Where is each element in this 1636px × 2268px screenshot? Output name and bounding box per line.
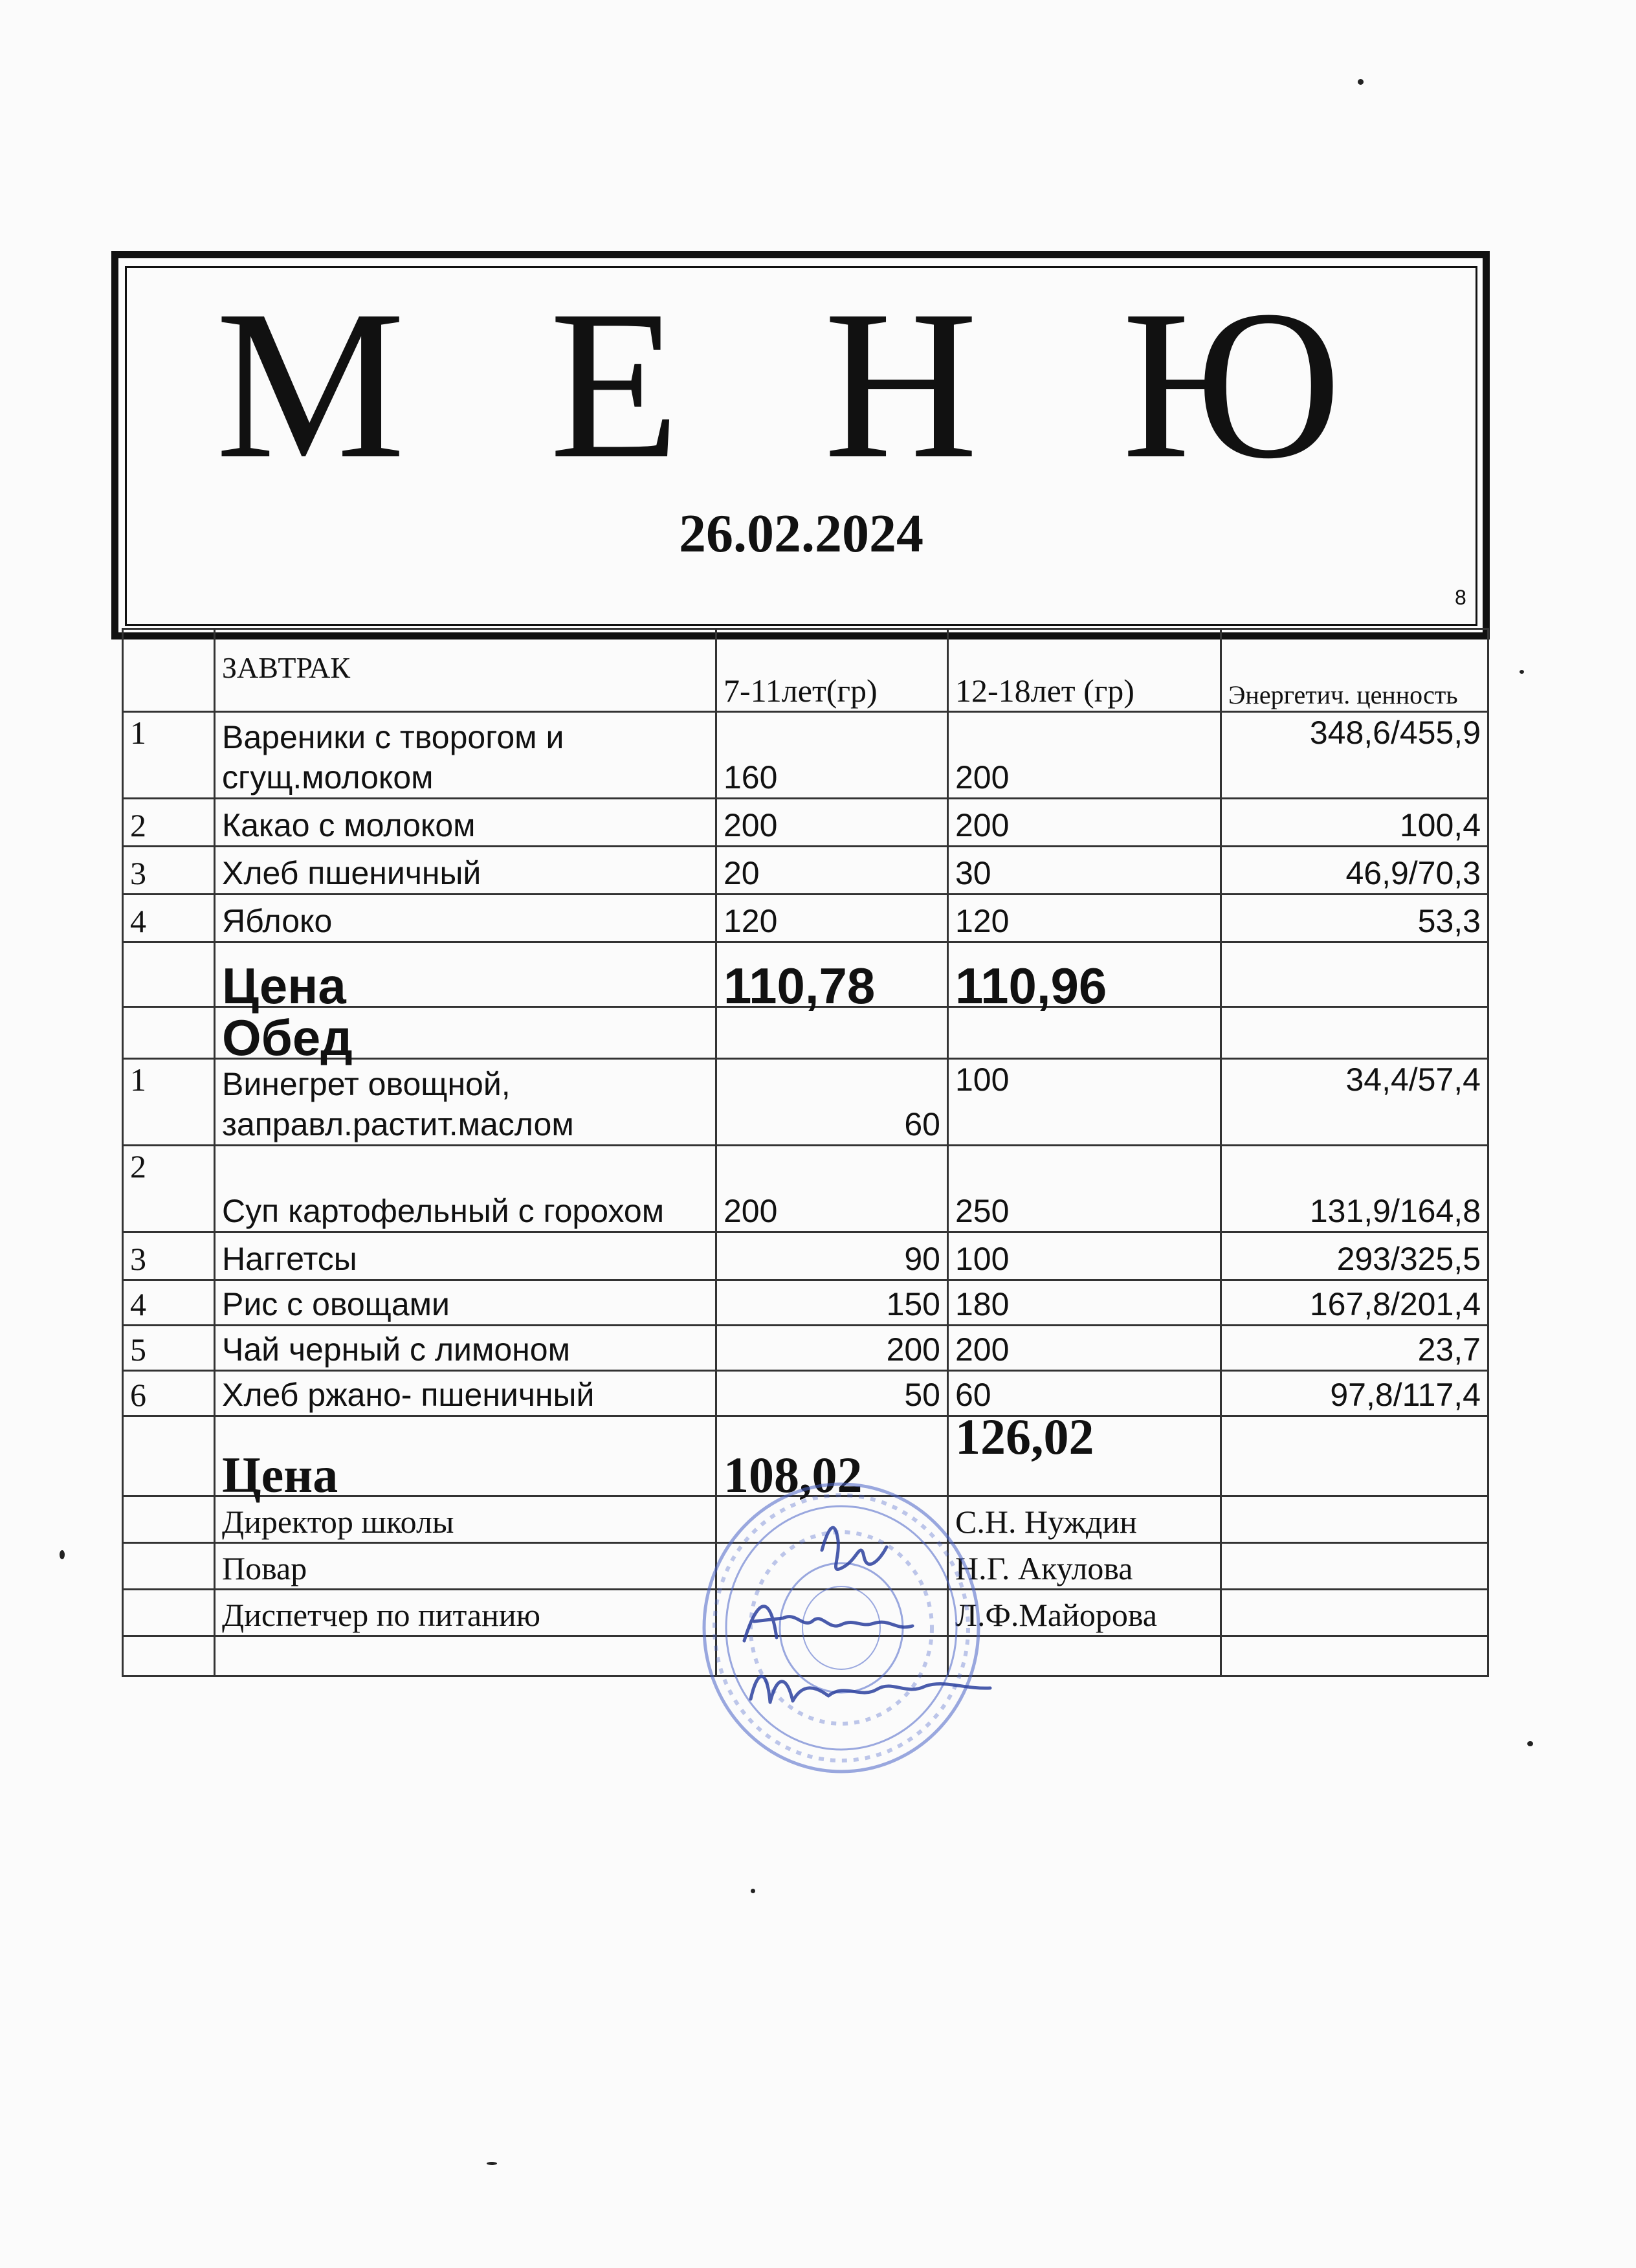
energy-value: 23,7 (1221, 1326, 1488, 1371)
energy-value: 167,8/201,4 (1221, 1280, 1488, 1326)
page-number: 8 (1455, 586, 1466, 609)
signature-role: Повар (215, 1543, 716, 1590)
portion-7-11: 20 (716, 847, 948, 895)
header-no-cell (123, 629, 215, 712)
row-number: 1 (123, 1059, 215, 1146)
empty-cell (123, 1496, 215, 1543)
energy-value: 100,4 (1221, 799, 1488, 847)
empty-cell (1221, 1416, 1488, 1496)
portion-12-18: 200 (948, 712, 1221, 799)
empty-cell (123, 1007, 215, 1059)
handwritten-signatures (731, 1515, 1003, 1722)
lunch-price-12-18: 126,02 (948, 1416, 1221, 1496)
row-number: 3 (123, 847, 215, 895)
breakfast-price-row (123, 942, 1488, 1007)
dish-name: Чай черный с лимоном (215, 1326, 716, 1371)
column-energy: Энергетич. ценность (1221, 629, 1488, 712)
empty-cell (1221, 1543, 1488, 1590)
signature-role: Директор школы (215, 1496, 716, 1543)
row-number: 2 (123, 799, 215, 847)
column-age-12-18: 12-18лет (гр) (948, 629, 1221, 712)
table-row (123, 1326, 1488, 1371)
empty-cell (123, 1543, 215, 1590)
row-number: 2 (123, 1146, 215, 1232)
portion-7-11: 120 (716, 895, 948, 942)
portion-7-11: 150 (716, 1280, 948, 1326)
portion-7-11: 60 (716, 1059, 948, 1146)
dish-name: Наггетсы (215, 1232, 716, 1280)
dish-name: Винегрет овощной, заправл.растит.маслом (215, 1059, 716, 1146)
scan-speck (487, 2162, 497, 2165)
empty-cell (1221, 1590, 1488, 1636)
page-title: М Е Н Ю (216, 267, 1387, 503)
empty-cell (1221, 942, 1488, 1007)
menu-date: 26.02.2024 (679, 504, 923, 564)
portion-12-18: 250 (948, 1146, 1221, 1232)
scan-speck (751, 1889, 755, 1893)
energy-value: 348,6/455,9 (1221, 712, 1488, 799)
empty-cell (1221, 1496, 1488, 1543)
energy-value: 34,4/57,4 (1221, 1059, 1488, 1146)
energy-value: 131,9/164,8 (1221, 1146, 1488, 1232)
table-row (123, 847, 1488, 895)
row-number: 3 (123, 1232, 215, 1280)
lunch-heading: Обед (215, 1007, 716, 1059)
table-row (123, 1059, 1488, 1146)
lunch-heading-row (123, 1007, 1488, 1059)
dish-name: Хлеб пшеничный (215, 847, 716, 895)
scan-speck (1358, 79, 1364, 85)
row-number: 4 (123, 1280, 215, 1326)
table-row (123, 1371, 1488, 1416)
signature-role: Диспетчер по питанию (215, 1590, 716, 1636)
dish-name: Суп картофельный с горохом (215, 1146, 716, 1232)
portion-12-18: 200 (948, 799, 1221, 847)
table-row (123, 799, 1488, 847)
portion-12-18: 100 (948, 1232, 1221, 1280)
empty-cell (948, 1007, 1221, 1059)
breakfast-price-12-18: 110,96 (948, 942, 1221, 1007)
portion-12-18: 180 (948, 1280, 1221, 1326)
breakfast-price-label: Цена (215, 942, 716, 1007)
energy-value: 97,8/117,4 (1221, 1371, 1488, 1416)
portion-7-11: 90 (716, 1232, 948, 1280)
scan-speck (1520, 670, 1524, 674)
lunch-price-7-11: 108,02 (716, 1416, 948, 1496)
dish-name: Вареники с творогом и сгущ.молоком (215, 712, 716, 799)
empty-cell (1221, 1007, 1488, 1059)
dish-name: Какао с молоком (215, 799, 716, 847)
empty-cell (123, 1636, 215, 1676)
empty-cell (123, 1590, 215, 1636)
breakfast-heading: ЗАВТРАК (215, 629, 716, 712)
empty-cell (123, 942, 215, 1007)
portion-12-18: 100 (948, 1059, 1221, 1146)
lunch-price-label: Цена (215, 1416, 716, 1496)
table-row (123, 1280, 1488, 1326)
breakfast-price-7-11: 110,78 (716, 942, 948, 1007)
energy-value: 53,3 (1221, 895, 1488, 942)
dish-name: Яблоко (215, 895, 716, 942)
table-row (123, 1146, 1488, 1232)
empty-cell (716, 1007, 948, 1059)
signature-person: Н.Г. Акулова (948, 1543, 1221, 1590)
table-row (123, 895, 1488, 942)
empty-cell (123, 1416, 215, 1496)
row-number: 1 (123, 712, 215, 799)
portion-12-18: 30 (948, 847, 1221, 895)
table-row (123, 712, 1488, 799)
empty-cell (215, 1636, 716, 1676)
dish-name: Рис с овощами (215, 1280, 716, 1326)
row-number: 5 (123, 1326, 215, 1371)
portion-7-11: 200 (716, 1326, 948, 1371)
portion-7-11: 200 (716, 1146, 948, 1232)
table-header-row (123, 629, 1488, 712)
signature-person: С.Н. Нуждин (948, 1496, 1221, 1543)
energy-value: 46,9/70,3 (1221, 847, 1488, 895)
portion-12-18: 200 (948, 1326, 1221, 1371)
portion-7-11: 160 (716, 712, 948, 799)
table-row (123, 1232, 1488, 1280)
empty-cell (1221, 1636, 1488, 1676)
portion-7-11: 50 (716, 1371, 948, 1416)
scan-speck (1527, 1741, 1533, 1746)
portion-12-18: 60 (948, 1371, 1221, 1416)
row-number: 4 (123, 895, 215, 942)
signature-person: Л.Ф.Майорова (948, 1590, 1221, 1636)
portion-7-11: 200 (716, 799, 948, 847)
column-age-7-11: 7-11лет(гр) (716, 629, 948, 712)
energy-value: 293/325,5 (1221, 1232, 1488, 1280)
portion-12-18: 120 (948, 895, 1221, 942)
dish-name: Хлеб ржано- пшеничный (215, 1371, 716, 1416)
scan-speck (60, 1550, 65, 1559)
row-number: 6 (123, 1371, 215, 1416)
